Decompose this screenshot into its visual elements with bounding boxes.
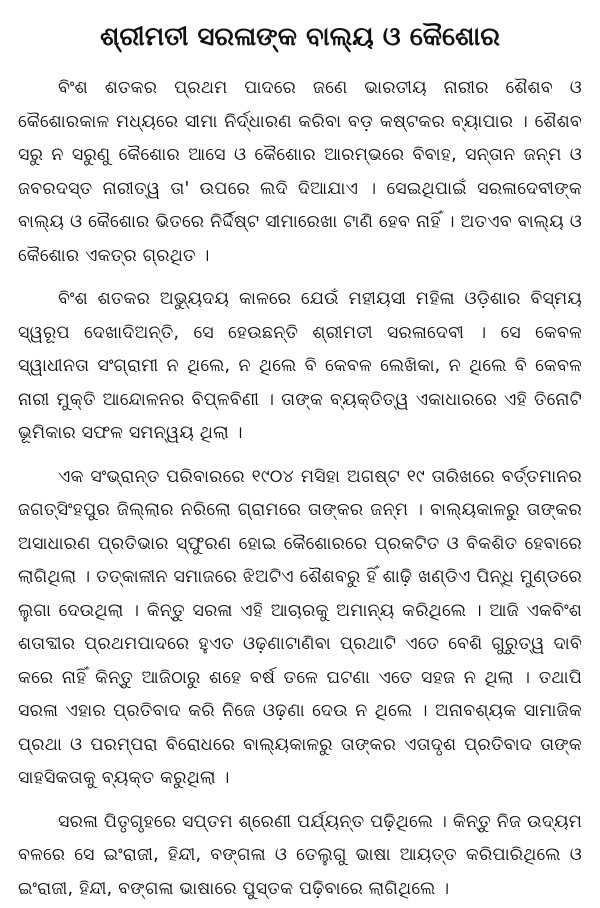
paragraph-birth-and-protest: ଏକ ସଂଭ୍ରାନ୍ତ ପରିବାରରେ ୧୯୦୪ ମସିହା ଅଗଷ୍ଟ ୧୯ ତାରିଖରେ ବର୍ତ୍ତମାନର ଜଗତ୍‌ସିଂହପୁର ଜିଲ୍ଲାର ନରିଲୋ ଗ୍ରାମରେ ତାଙ୍କର ଜନ୍ମ । ବାଲ୍ୟକାଳରୁ ତାଙ୍କର ଅସାଧାରଣ ପ୍ରତିଭାର ସ୍ଫୁରଣ ହୋଇ କୈଶୋରରେ ପ୍ରକଟିତ ଓ ବିକଶିତ ହେବାରେ ଲାଗିଥିଲା । ତତ୍କାଳୀନ ସମାଜରେ ଝିଅଟିଏ ଶୈଶବରୁ ହିଁ ଶାଢ଼ି ଖଣ୍ଡିଏ ପିନ୍ଧି ମୁଣ୍ଡରେ ଲୁଗା ଦେଉଥିଲା । କିନ୍ତୁ ସରଳା ଏହି ଆଚାରକୁ ଅମାନ୍ୟ କରିଥିଲେ । ଆଜି ଏକବିଂଶ ଶତାବ୍ଦୀର ପ୍ରଥମପାଦରେ ହୁଏତ ଓଢ଼ଣାଟାଣିବା ପ୍ରଥାଟି ଏତେ ବେଶି ଗୁରୁତ୍ୱ ଦାବି କରେ ନାହିଁ କିନ୍ତୁ ଆଜିଠାରୁ ଶହେ ବର୍ଷ ତଳେ ଘଟଣା ଏତେ ସହଜ ନ ଥିଲା । ତଥାପି ସରଳା ଏହାର ପ୍ରତିବାଦ କରି ନିଜେ ଓଢ଼ଣା ଦେଉ ନ ଥିଲେ । ଅନାବଶ୍ୟକ ସାମାଜିକ ପ୍ରଥା ଓ ପରମ୍ପରା ବିରୋଧରେ ବାଲ୍ୟକାଳରୁ ତାଙ୍କର ଏତାଦୃଶ ପ୍ରତିବାଦ ତାଙ୍କ ସାହସିକତାକୁ ବ୍ୟକ୍ତ କରୁଥିଲା ।	[18, 466, 582, 788]
page-title: ଶ୍ରୀମତୀ ସରଳାଙ୍କ ବାଲ୍ୟ ଓ କୈଶୋର	[100, 22, 500, 52]
paragraph-sarala-roles: ବିଂଶ ଶତକର ଅଭ୍ୟୁଦୟ କାଳରେ ଯେଉଁ ମହୀୟସୀ ମହିଳା ଓଡ଼ିଶାର ବିସ୍ମୟ ସ୍ୱରୂପ ଦେଖାଦିଅନ୍ତି, ସେ ହେଉଛନ୍ତି ଶ୍ରୀମତୀ ସରଳାଦେବୀ । ସେ କେବଳ ସ୍ୱାଧୀନତା ସଂଗ୍ରାମୀ ନ ଥିଲେ, ନ ଥିଲେ ବି କେବଳ ଲେଖିକା, ନ ଥିଲେ ବି କେବଳ ନାରୀ ମୁକ୍ତି ଆନ୍ଦୋଳନର ବିପ୍ଳବିଣୀ । ତାଙ୍କ ବ୍ୟକ୍ତିତ୍ୱ ଏକାଧାରରେ ଏହି ତିନୋଟି ଭୂମିକାର ସଫଳ ସମନ୍ୱୟ ଥିଲା ।	[18, 289, 582, 443]
paragraph-childhood-intro: ବିଂଶ ଶତକର ପ୍ରଥମ ପାଦରେ ଜଣେ ଭାରତୀୟ ନାରୀର ଶୈଶବ ଓ କୈଶୋରକାଳ ମଧ୍ୟରେ ସୀମା ନିର୍ଦ୍ଧାରଣ କରିବା ବଡ଼ କଷ୍ଟକର ବ୍ୟାପାର । ଶୈଶବ ସରୁ ନ ସରୁଣୁ କୈଶୋର ଆସେ ଓ କୈଶୋର ଆରମ୍ଭରେ ବିବାହ, ସନ୍ତାନ ଜନ୍ମ ଓ ଜବରଦସ୍ତ ନାରୀତ୍ୱ ତା' ଉପରେ ଲଦି ଦିଆଯାଏ । ସେଇଥିପାଇଁ ସରଳାଦେବୀଙ୍କ ବାଲ୍ୟ ଓ କୈଶୋର ଭିତରେ ନିର୍ଦ୍ଦିଷ୍ଟ ସୀମାରେଖା ଟାଣି ହେବ ନାହିଁ । ଅତଏବ ବାଲ୍ୟ ଓ କୈଶୋର ଏକତ୍ର ଗ୍ରଥିତ ।	[18, 78, 582, 266]
paragraph-education: ସରଳା ପିତୃଗୃହରେ ସପ୍ତମ ଶ୍ରେଣୀ ପର୍ଯ୍ୟନ୍ତ ପଢ଼ିଥିଲେ । କିନ୍ତୁ ନିଜ ଉଦ୍ୟମ ବଳରେ ସେ ଇଂରାଜୀ, ହିନ୍ଦୀ, ବଙ୍ଗଳା ଓ ତେଲୁଗୁ ଭାଷା ଆୟତ୍ତ କରିପାରିଥିଲେ ଓ ଇଂରାଜୀ, ହିନ୍ଦୀ, ବଙ୍ଗଳା ଭାଷାରେ ପୁସ୍ତକ ପଢ଼ିବାରେ ଲାଗିଥିଲେ ।	[18, 811, 582, 899]
